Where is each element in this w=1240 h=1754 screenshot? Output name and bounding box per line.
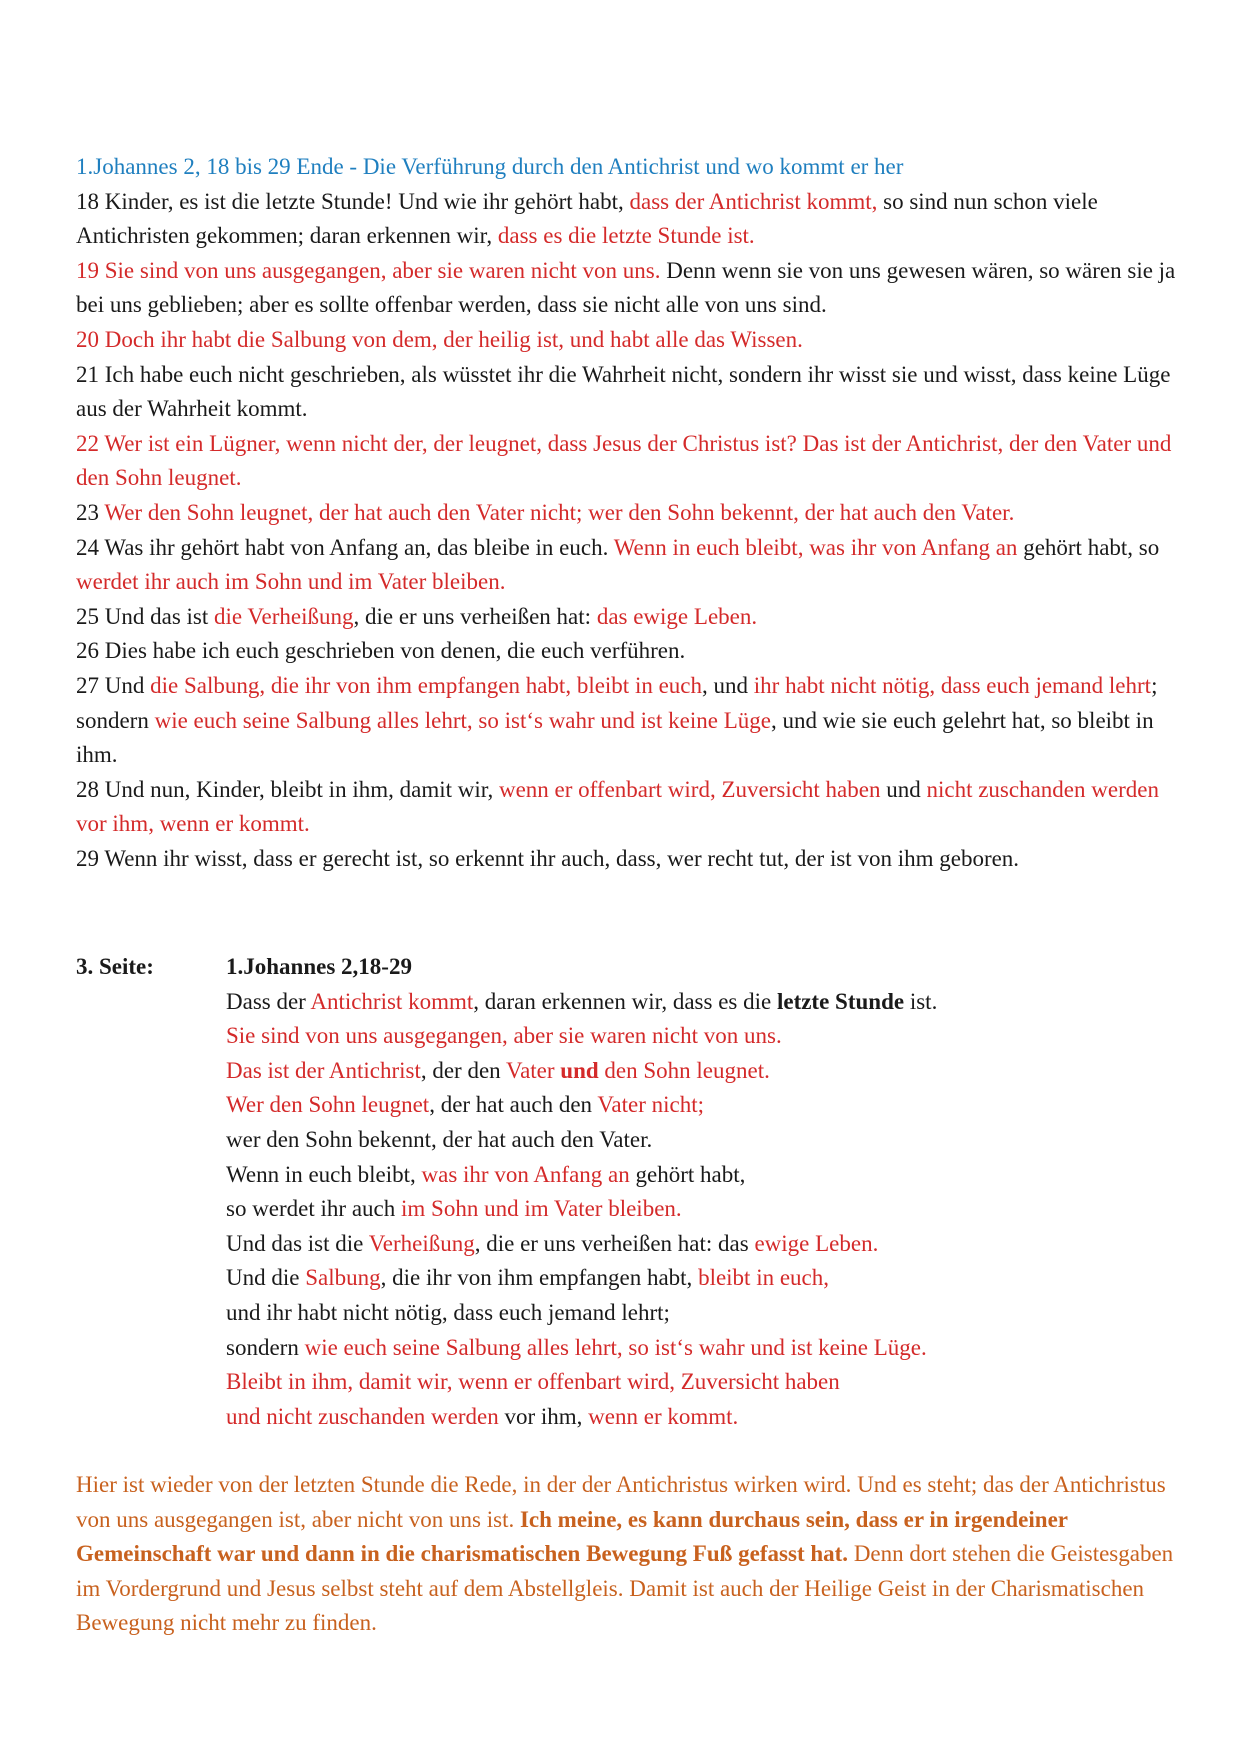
verse-list [76,185,1176,877]
text-run: wie euch seine Salbung alles lehrt, so ist‘s wahr und ist keine Lüge [154,707,771,733]
text-run: 23 [76,499,105,525]
text-run: und [880,776,927,802]
text-run: Verheißung [368,1230,475,1256]
verse [76,773,1176,842]
text-run: Dass der [226,988,311,1014]
verse [76,254,1176,323]
text-run: Bleibt in ihm, damit wir, wenn er offenbart wird, Zuversicht haben [226,1369,840,1395]
section-line [226,1088,1176,1123]
text-run: Denn wenn sie von uns gewesen wären, so wären sie ja bei uns geblieben; aber es sollte offenbar werden, dass sie nicht alle von uns sind. [76,257,1176,318]
text-run: 29 Wenn ihr wisst, dass er gerecht ist, so erkennt ihr auch, dass, wer recht tut, der ist von ihm geboren. [76,845,1020,871]
text-run: ihr habt nicht nötig, dass euch jemand lehrt [753,672,1152,698]
verse [76,358,1176,427]
text-run: Vater [506,1057,561,1083]
text-run: Wer den Sohn leugnet, der hat auch den Vater nicht; wer den Sohn bekennt, der hat auch den Vater. [104,499,1015,525]
text-run: so werdet ihr auch [226,1196,401,1222]
section-line [226,1192,1176,1227]
text-run: vor ihm, [498,1403,589,1429]
text-run: dass es die letzte Stunde ist. [497,223,755,249]
bible-passage [76,150,1176,876]
text-run: werdet ihr auch im Sohn und im Vater bleiben. [76,569,506,595]
text-run: Wer den Sohn leugnet [226,1092,430,1118]
text-run: wie euch seine Salbung alles lehrt, so ist‘s wahr und ist keine Lüge. [304,1334,927,1360]
comment-text: Denn dort stehen die Geistesgaben im Vordergrund und Jesus selbst steht auf dem Abstellgleis. Damit ist auch der Heilige Geist in der Charismatischen Bewegung nicht mehr zu finden. [76,1541,1174,1636]
text-run: ; sondern [76,672,1158,733]
text-run: ist. [904,988,938,1014]
text-run: , und [702,672,754,698]
text-run: gehört habt, [629,1161,746,1187]
text-run: das ewige Leben. [596,603,758,629]
text-run: Wenn in euch bleibt, was ihr von Anfang an [613,534,1018,560]
text-run: , die ihr von ihm empfangen habt, [380,1265,699,1291]
text-run: 28 Und nun, Kinder, bleibt in ihm, damit wir, [76,776,499,802]
text-run: und nicht zuschanden werden [226,1403,499,1429]
text-run: Salbung [305,1265,381,1291]
text-run: was ihr von Anfang an [421,1161,630,1187]
text-run: , die er uns verheißen hat: das [474,1230,755,1256]
text-run: wenn er kommt. [588,1403,739,1429]
section-line [226,1400,1176,1435]
text-run: den Sohn leugnet. [598,1057,770,1083]
section-body [226,950,1176,1434]
section-line [226,1227,1176,1262]
section-line [226,1261,1176,1296]
text-run: , die er uns verheißen hat: [353,603,597,629]
text-run: , und wie sie euch gelehrt hat, so bleibt in ihm. [76,707,1154,768]
text-run: 19 [76,257,105,283]
text-run: Und die [226,1265,306,1291]
verse [76,185,1176,254]
text-run: Antichrist kommt [310,988,474,1014]
text-run: , der hat auch den [429,1092,598,1118]
section-line [226,1158,1176,1193]
text-run: die Verheißung [214,603,354,629]
text-run: Und das ist die [226,1230,369,1256]
text-run: ewige Leben. [754,1230,879,1256]
text-run: Das ist der Antichrist [226,1057,421,1083]
comment-emphasis: Ich meine, es kann durchaus sein, dass er in irgendeiner Gemeinschaft war und dann in die charismatischen Bewegung Fuß gefasst hat. [76,1506,1068,1567]
verse [76,496,1176,531]
verse [76,427,1176,496]
section-line [226,1019,1176,1054]
text-run: 22 Wer ist ein Lügner, wenn nicht der, der leugnet, dass Jesus der Christus ist? Das ist der Antichrist, der den Vater und den Sohn leugnet. [76,430,1172,491]
section-line [226,985,1176,1020]
text-run: wer den Sohn bekennt, der hat auch den Vater. [226,1126,653,1152]
comment-text: Hier ist wieder von der letzten Stunde die Rede, in der der Antichristus wirken wird. Und es steht; das der Antichristus von uns ausgegangen ist, aber nicht von uns ist. [76,1472,1166,1532]
text-run: Wenn in euch bleibt, [226,1161,422,1187]
text-run: gehört habt, so [1017,534,1160,560]
section-line [226,1296,1176,1331]
text-run: dass der Antichrist kommt, [629,188,878,214]
text-run: , der den [420,1057,507,1083]
section-line [226,1365,1176,1400]
section-line [226,1123,1176,1158]
text-run: 26 Dies habe ich euch geschrieben von denen, die euch verführen. [76,638,686,664]
text-run: 20 Doch ihr habt die Salbung von dem, der heilig ist, und habt alle das Wissen. [76,326,803,352]
section-line [226,1331,1176,1366]
text-run: 25 Und das ist [76,603,214,629]
text-run: und [560,1057,599,1083]
section-label: 3. Seite: [76,954,154,979]
commentary-paragraph [76,1468,1176,1641]
passage-heading: 1.Johannes 2, 18 bis 29 Ende - Die Verführung durch den Antichrist und wo kommt er her [76,154,904,179]
verse [76,531,1176,600]
text-run: Sie sind von uns ausgegangen, aber sie waren nicht von uns. [226,1023,782,1049]
verse [76,669,1176,773]
text-run: die Salbung, die ihr von ihm empfangen habt, bleibt in euch [150,672,703,698]
text-run: letzte Stunde [776,988,905,1014]
text-run: so sind nun schon viele Antichristen gekommen; daran erkennen wir, [76,188,1098,249]
section-title: 1.Johannes 2,18-29 [226,954,412,979]
text-run: 18 Kinder, es ist die letzte Stunde! Und wie ihr gehört habt, [76,188,630,214]
text-run: , daran erkennen wir, dass es die [473,988,777,1014]
text-run: Vater nicht; [597,1092,705,1118]
text-run: und ihr habt nicht nötig, dass euch jemand lehrt; [226,1299,670,1325]
verse [76,600,1176,635]
text-run: Sie sind von uns ausgegangen, aber sie waren nicht von uns. [104,257,661,283]
verse [76,634,1176,669]
section-lines [226,985,1176,1435]
text-run: 24 Was ihr gehört habt von Anfang an, das bleibe in euch. [76,534,614,560]
text-run: im Sohn und im Vater bleiben. [401,1196,682,1222]
text-run: wenn er offenbart wird, Zuversicht haben [498,776,881,802]
section-line [226,1054,1176,1089]
text-run: 27 Und [76,672,151,698]
text-run: nicht zuschanden werden vor ihm, wenn er kommt. [76,776,1159,837]
text-run: bleibt in euch, [698,1265,829,1291]
verse [76,323,1176,358]
text-run: 21 Ich habe euch nicht geschrieben, als wüsstet ihr die Wahrheit nicht, sondern ihr wisst sie und wisst, dass keine Lüge aus der Wahrheit kommt. [76,361,1171,422]
verse [76,842,1176,877]
text-run: sondern [226,1334,305,1360]
